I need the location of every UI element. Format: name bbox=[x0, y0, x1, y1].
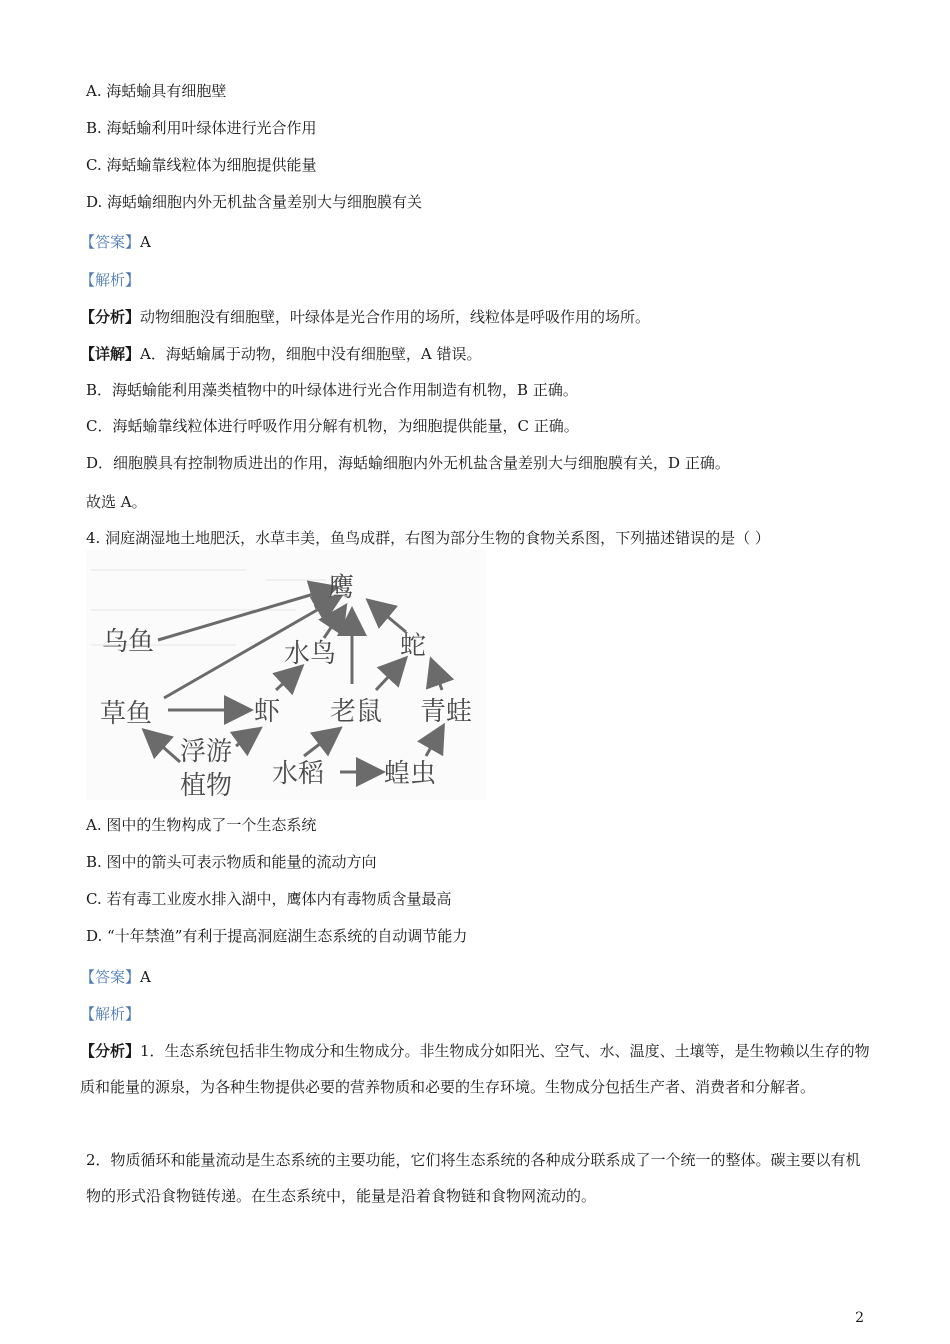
label-shuidao: 水稻 bbox=[272, 759, 325, 789]
answer-value: A bbox=[140, 968, 151, 986]
q4-fenxi-p2: 2．物质循环和能量流动是生态系统的主要功能，它们将生态系统的各种成分联系成了一个统一的整体。碳主要以有机物的形式沿食物链传递。在生态系统中，能量是沿着食物链和食物网流动的。 bbox=[86, 1151, 861, 1205]
page-number: 2 bbox=[855, 1310, 864, 1326]
food-web-svg bbox=[86, 550, 486, 800]
label-ying: 鹰 bbox=[328, 573, 355, 603]
label-laoshu: 老鼠 bbox=[330, 697, 383, 727]
label-shuiniao: 水鸟 bbox=[284, 639, 337, 669]
fenxi-p1-text: 1．生态系统包括非生物成分和生物成分。非生物成分如阳光、空气、水、温度、土壤等，是生物赖以生存的物质和能量的源泉，为各种生物提供必要的营养物质和必要的生存环境。生物成分包括生产者、消费者和分解者。 bbox=[80, 1042, 870, 1096]
q4-option-d: D. “十年禁渔”有利于提高洞庭湖生态系统的自动调节能力 bbox=[86, 927, 468, 945]
q3-option-d: D. 海蛞蝓细胞内外无机盐含量差别大与细胞膜有关 bbox=[86, 193, 423, 211]
q4-option-b: B. 图中的箭头可表示物质和能量的流动方向 bbox=[86, 853, 377, 871]
q3-fenxi bbox=[80, 306, 650, 328]
label-fuyou: 浮游 bbox=[180, 737, 233, 767]
fenxi-label: 【分析】 bbox=[80, 1042, 141, 1060]
q3-option-b: B. 海蛞蝓利用叶绿体进行光合作用 bbox=[86, 119, 317, 137]
q4-stem: 4. 洞庭湖湿地土地肥沃，水草丰美，鱼鸟成群，右图为部分生物的食物关系图，下列描述错误的是（ ） bbox=[86, 529, 770, 547]
xiangjie-label: 【详解】 bbox=[80, 345, 141, 363]
answer-value: A bbox=[140, 233, 151, 251]
label-caoyu: 草鱼 bbox=[100, 699, 153, 729]
q3-conclusion: 故选 A。 bbox=[86, 493, 147, 511]
answer-label: 【答案】 bbox=[80, 968, 141, 986]
label-qingwa: 青蛙 bbox=[420, 697, 473, 727]
label-huangchong: 蝗虫 bbox=[384, 759, 437, 789]
q4-fenxi-p1 bbox=[80, 1033, 870, 1105]
q3-xiangjie bbox=[80, 343, 481, 365]
label-xia: 虾 bbox=[254, 697, 281, 727]
fenxi-label: 【分析】 bbox=[80, 308, 141, 326]
fenxi-text: 动物细胞没有细胞壁，叶绿体是光合作用的场所，线粒体是呼吸作用的场所。 bbox=[140, 308, 651, 326]
q3-answer bbox=[80, 231, 151, 253]
food-web-figure bbox=[86, 550, 486, 800]
label-she: 蛇 bbox=[400, 631, 427, 661]
q3-detail-b: B．海蛞蝓能利用藻类植物中的叶绿体进行光合作用制造有机物，B 正确。 bbox=[86, 381, 578, 399]
q4-answer bbox=[80, 966, 151, 988]
label-fuyou-zhiwu: 植物 bbox=[180, 771, 233, 800]
label-wuyu: 乌鱼 bbox=[102, 627, 155, 657]
answer-label: 【答案】 bbox=[80, 233, 141, 251]
q3-analysis-label: 【解析】 bbox=[80, 271, 141, 289]
q4-analysis-label: 【解析】 bbox=[80, 1005, 141, 1023]
q4-option-c: C. 若有毒工业废水排入湖中，鹰体内有毒物质含量最高 bbox=[86, 890, 452, 908]
q3-option-a: A. 海蛞蝓具有细胞壁 bbox=[86, 82, 227, 100]
q3-detail-c: C．海蛞蝓靠线粒体进行呼吸作用分解有机物，为细胞提供能量，C 正确。 bbox=[86, 417, 579, 435]
q3-option-c: C. 海蛞蝓靠线粒体为细胞提供能量 bbox=[86, 156, 317, 174]
xiangjie-text: A．海蛞蝓属于动物，细胞中没有细胞壁，A 错误。 bbox=[140, 345, 482, 363]
q3-detail-d: D．细胞膜具有控制物质进出的作用，海蛞蝓细胞内外无机盐含量差别大与细胞膜有关，D 正确。 bbox=[86, 454, 730, 472]
q4-option-a: A. 图中的生物构成了一个生态系统 bbox=[86, 816, 317, 834]
